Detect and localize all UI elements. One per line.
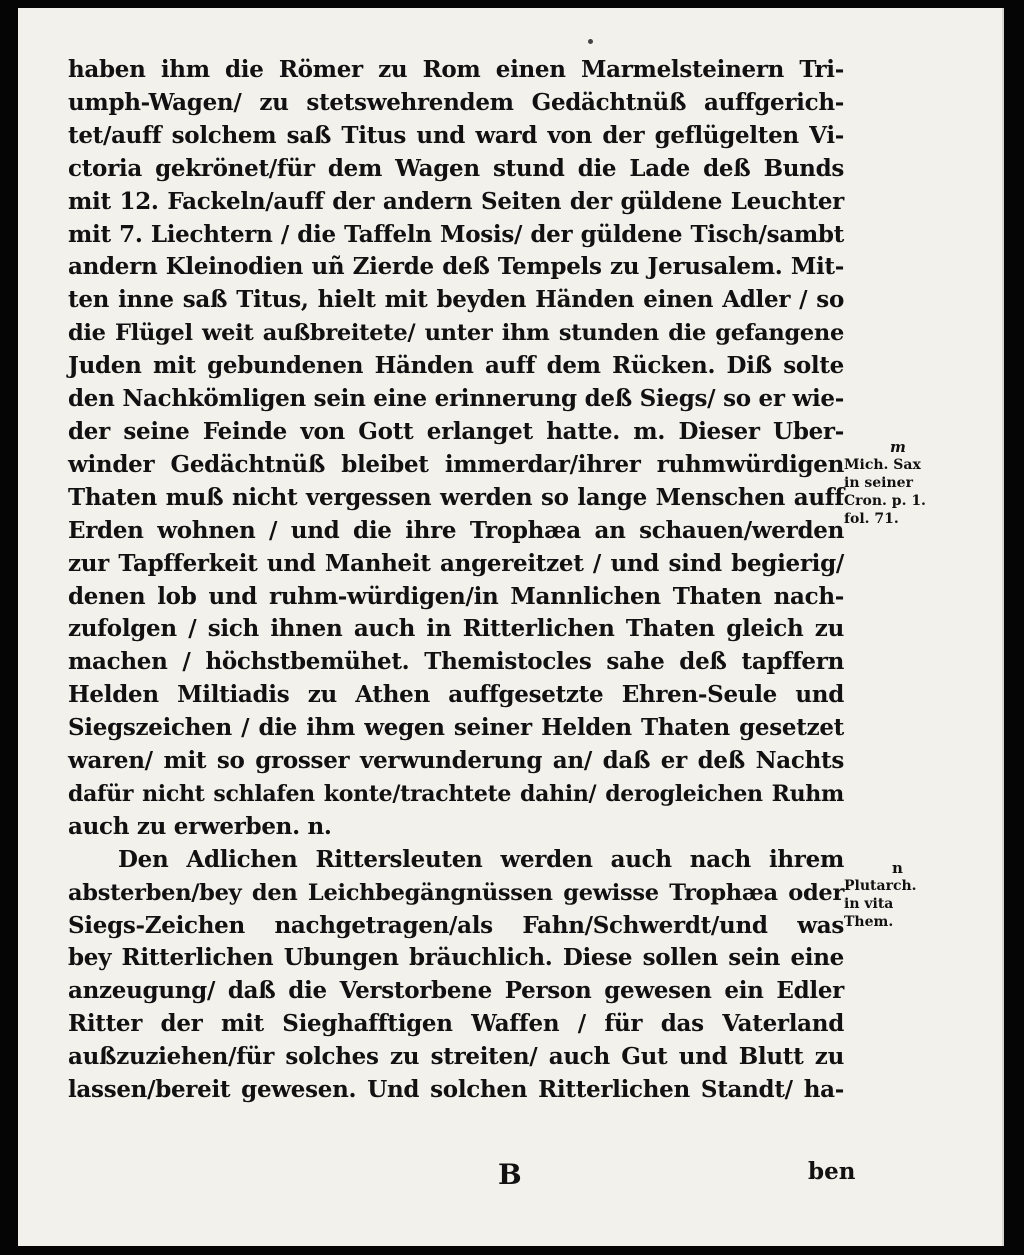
- text-line: zufolgen / sich ihnen auch in Ritterlichen Thaten gleich zu: [68, 615, 844, 643]
- text-line: tet/auff solchem saß Titus und ward von der geflügelten Vi-: [68, 121, 844, 149]
- margin-note-n: [844, 859, 964, 931]
- footnote-marker: m: [890, 438, 906, 456]
- text-line: auch zu erwerben. n.: [68, 812, 332, 840]
- text-line: lassen/bereit gewesen. Und solchen Ritterlichen Standt/ ha-: [68, 1076, 844, 1104]
- text-line: andern Kleinodien uñ Zierde deß Tempels zu Jerusalem. Mit-: [68, 253, 844, 281]
- signature-mark: B: [498, 1158, 522, 1191]
- margin-note-m: [844, 438, 964, 528]
- margin-note-line: Plutarch.: [844, 878, 917, 894]
- text-line: Juden mit gebundenen Händen auff dem Rücken. Diß solte: [68, 352, 844, 380]
- text-line: der seine Feinde von Gott erlanget hatte. m. Dieser Uber-: [68, 417, 844, 445]
- text-line: umph-Wagen/ zu stetswehrendem Gedächtnüß auffgerich-: [68, 88, 844, 116]
- text-line: Helden Miltiadis zu Athen auffgesetzte Ehren-Seule und: [68, 681, 844, 709]
- text-line: waren/ mit so grosser verwunderung an/ daß er deß Nachts: [68, 747, 844, 775]
- book-page: [18, 8, 1004, 1246]
- text-line: dafür nicht schlafen konte/trachtete dahin/ derogleichen Ruhm: [68, 780, 844, 807]
- margin-note-line: in vita: [844, 896, 894, 912]
- page-speck: [588, 39, 593, 44]
- margin-note-line: Cron. p. 1.: [844, 493, 926, 509]
- text-line: außzuziehen/für solches zu streiten/ auch Gut und Blutt zu: [68, 1043, 844, 1071]
- text-line: anzeugung/ daß die Verstorbene Person gewesen ein Edler: [68, 977, 844, 1005]
- margin-note-line: Them.: [844, 914, 894, 930]
- text-line: Erden wohnen / und die ihre Trophæa an schauen/werden: [68, 516, 844, 544]
- text-line: denen lob und ruhm-würdigen/in Mannlichen Thaten nach-: [68, 582, 844, 610]
- text-line: absterben/bey den Leichbegängnüssen gewisse Trophæa oder: [68, 879, 844, 906]
- text-line: Siegszeichen / die ihm wegen seiner Helden Thaten gesetzet: [68, 714, 844, 742]
- text-line: ctoria gekrönet/für dem Wagen stund die Lade deß Bunds: [68, 154, 844, 182]
- text-line: winder Gedächtnüß bleibet immerdar/ihrer ruhmwürdigen: [68, 450, 844, 478]
- text-line: haben ihm die Römer zu Rom einen Marmelsteinern Tri-: [68, 56, 844, 83]
- text-line: zur Tapfferkeit und Manheit angereitzet / und sind begierig/: [68, 549, 844, 577]
- text-line: den Nachkömligen sein eine erinnerung deß Siegs/ so er wie-: [68, 385, 844, 413]
- margin-note-line: fol. 71.: [844, 511, 899, 527]
- catchword: ben: [808, 1158, 856, 1185]
- text-line: Ritter der mit Sieghafftigen Waffen / für das Vaterland: [68, 1010, 844, 1038]
- text-line: Den Adlichen Rittersleuten werden auch nach ihrem: [118, 845, 844, 873]
- margin-note-line: in seiner: [844, 475, 913, 491]
- text-line: machen / höchstbemühet. Themistocles sahe deß tapffern: [68, 648, 844, 676]
- text-line: mit 12. Fackeln/auff der andern Seiten der güldene Leuchter: [68, 187, 844, 215]
- text-line: Thaten muß nicht vergessen werden so lange Menschen auff: [68, 483, 844, 511]
- main-text: [68, 54, 844, 1107]
- text-line: die Flügel weit außbreitete/ unter ihm stunden die gefangene: [68, 320, 844, 347]
- text-line: Siegs-Zeichen nachgetragen/als Fahn/Schwerdt/und was: [68, 911, 844, 939]
- text-line: mit 7. Liechtern / die Taffeln Mosis/ der güldene Tisch/sambt: [68, 220, 844, 248]
- text-line: bey Ritterlichen Ubungen bräuchlich. Diese sollen sein eine: [68, 944, 844, 972]
- margin-note-line: Mich. Sax: [844, 457, 921, 473]
- text-line: ten inne saß Titus, hielt mit beyden Händen einen Adler / so: [68, 286, 844, 314]
- footnote-marker: n: [892, 859, 903, 877]
